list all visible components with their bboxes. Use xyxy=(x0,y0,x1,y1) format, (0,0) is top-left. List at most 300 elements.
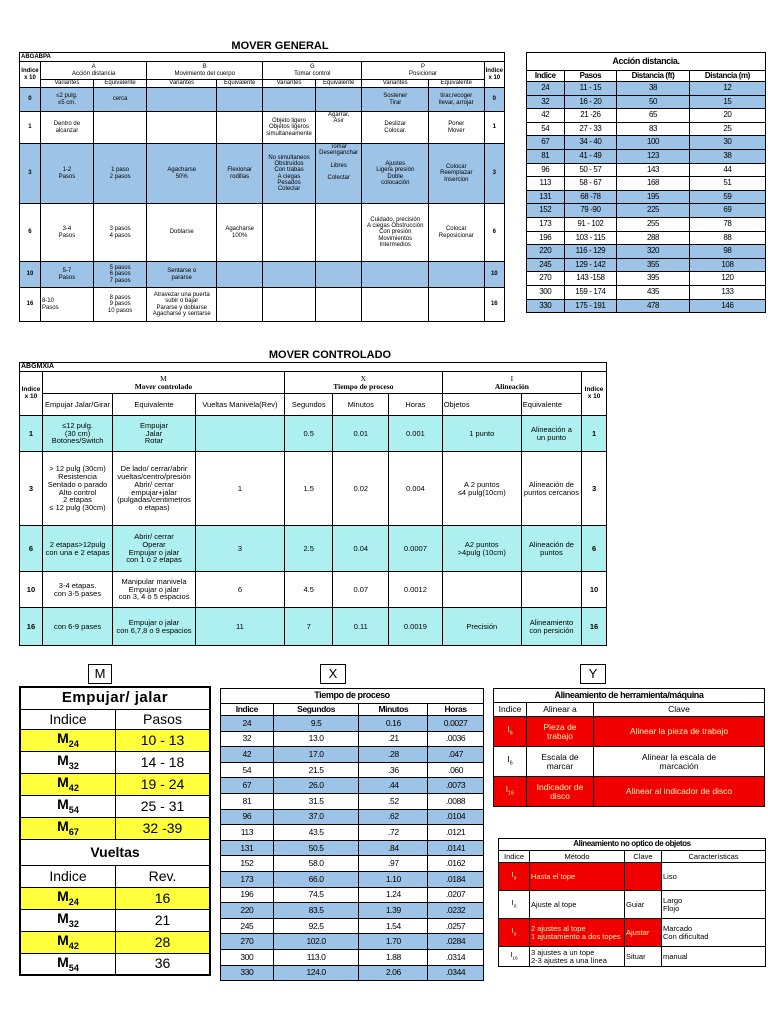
table-row xyxy=(499,919,766,947)
indice-cell: $I_{16}$ xyxy=(494,777,527,807)
pasos-cell: 58 - 67 xyxy=(564,177,617,191)
box-y-letter: Y xyxy=(580,664,606,684)
indice-cell: 96 xyxy=(527,163,565,177)
segundos-cell: 21.5 xyxy=(273,762,359,778)
pasos-cell: 103 - 115 xyxy=(564,231,617,245)
segundos-cell: 31.5 xyxy=(273,793,359,809)
table-row xyxy=(527,163,766,177)
tiempo-proceso-title: Tiempo de proceso xyxy=(221,689,484,704)
mover-general-code: ABGABPA xyxy=(20,53,505,62)
rev-header: Rev. xyxy=(116,865,211,887)
indice-cell: 81 xyxy=(527,149,565,163)
table-row xyxy=(20,887,210,909)
table-row xyxy=(527,231,766,245)
box-x-letter: X xyxy=(320,664,346,684)
g-variantes xyxy=(263,88,316,112)
metodo-cell: 2 ajustes al tope 1 ajustamiento a dos topes xyxy=(530,919,625,947)
pasos-cell: 79 -90 xyxy=(564,204,617,218)
indice-cell: 67 xyxy=(527,136,565,150)
clave-cell: Alinear al indicador de disco xyxy=(594,777,765,807)
table-row xyxy=(494,747,765,777)
distancia-ft-cell: 320 xyxy=(617,245,690,259)
distancia-m-cell: 20 xyxy=(689,109,765,123)
objetos-equivalente-cell: Alineamiento con persición xyxy=(521,608,581,646)
box-m-wrap xyxy=(19,686,211,976)
table-row xyxy=(527,217,766,231)
b-variantes xyxy=(147,112,217,144)
minutos-cell: 1.39 xyxy=(359,903,428,919)
distancia-ft-cell: 288 xyxy=(617,231,690,245)
distancia-ft-cell: 478 xyxy=(617,299,690,313)
objetos-cell xyxy=(442,572,521,608)
indice-cell: 300 xyxy=(221,949,274,965)
row-index: 10 xyxy=(20,262,41,288)
box-x-wrap xyxy=(220,688,484,981)
segundos-cell: 74.5 xyxy=(273,887,359,903)
a-equivalente: 1 paso 2 pasos xyxy=(93,144,146,204)
sub-header: Empujar Jalar/Girar xyxy=(42,394,112,416)
sub-variantes: Variantes xyxy=(362,80,429,88)
segundos-cell: 43.5 xyxy=(273,825,359,841)
value-cell: 36 xyxy=(116,953,211,975)
table-row xyxy=(221,918,484,934)
distancia-m-cell: 98 xyxy=(689,245,765,259)
p-equivalente xyxy=(429,262,485,288)
indice-cell: 220 xyxy=(527,245,565,259)
sub-header: Horas xyxy=(389,394,443,416)
table-row xyxy=(20,817,210,839)
caracteristicas-cell: Largo Flojo xyxy=(662,891,766,919)
indice-cell: $M_{42}$ xyxy=(20,931,116,953)
table-row xyxy=(221,825,484,841)
pasos-cell: 175 - 191 xyxy=(564,299,617,313)
table-row xyxy=(20,953,210,975)
col-x-header: X Tiempo de proceso xyxy=(284,372,442,394)
sub-variantes: Variantes xyxy=(263,80,316,88)
row-index: 3 xyxy=(20,144,41,204)
minutos-cell: .36 xyxy=(359,762,428,778)
table-row xyxy=(221,840,484,856)
table-row xyxy=(499,891,766,919)
metodo-cell: 3 ajustes a un tope 2-3 ajustes a una línea xyxy=(530,947,625,967)
segundos-cell: 13.0 xyxy=(273,731,359,747)
pasos-cell: 143 -158 xyxy=(564,272,617,286)
indice-cell: 220 xyxy=(221,903,274,919)
table-row xyxy=(499,863,766,891)
distancia-ft-cell: 255 xyxy=(617,217,690,231)
distancia-m-cell: 88 xyxy=(689,231,765,245)
indice-cell: 54 xyxy=(221,762,274,778)
value-cell: 25 - 31 xyxy=(116,795,211,817)
caracteristicas-cell: Marcado Con dificultad xyxy=(662,919,766,947)
indice-cell: 300 xyxy=(527,285,565,299)
minutos-cell: 1.10 xyxy=(359,871,428,887)
g-equivalente: Tomar Desenganchar Libres Colectar xyxy=(315,144,362,204)
empujar-cell: 2 etapas>12pulg con una e 2 etapas xyxy=(42,526,112,572)
col-b-header: B Movimiento del cuerpo xyxy=(147,62,263,80)
p-equivalente: Colocar Reemplazar Insercion xyxy=(429,144,485,204)
distancia-m-cell: 25 xyxy=(689,122,765,136)
pasos-cell: 91 - 102 xyxy=(564,217,617,231)
indice-cell: 270 xyxy=(527,272,565,286)
row-index-right: 6 xyxy=(582,526,607,572)
mover-controlado-wrap xyxy=(19,362,607,646)
index-subscript: 54 xyxy=(68,962,79,973)
segundos-cell: 1.5 xyxy=(284,452,332,526)
indice-cell: $M_{24}$ xyxy=(20,887,116,909)
horas-cell: .0162 xyxy=(428,856,484,872)
distancia-ft-cell: 83 xyxy=(617,122,690,136)
index-subscript: 42 xyxy=(68,782,79,793)
indice-cell: 42 xyxy=(221,747,274,763)
column-header: Distancia (ft) xyxy=(617,71,690,82)
segundos-cell: 9.5 xyxy=(273,716,359,732)
g-variantes: No simultaneos Obstruidos Con trabas A ciegas Pesados Colectar xyxy=(263,144,316,204)
empujar-cell: con 6-9 pases xyxy=(42,608,112,646)
row-index-right: 3 xyxy=(582,452,607,526)
distancia-ft-cell: 168 xyxy=(617,177,690,191)
g-equivalente xyxy=(315,204,362,262)
a-variantes: Dentro de alcanzar xyxy=(40,112,93,144)
equivalente-cell: De lado/ cerrar/abrir vueltas/centro/presión Abrir/ cerrar empujar+jalar (pulgadas/centimetros o etapas) xyxy=(113,452,196,526)
indice-cell: 96 xyxy=(221,809,274,825)
g-variantes xyxy=(263,204,316,262)
value-cell: 10 - 13 xyxy=(116,729,211,751)
row-index: 1 xyxy=(20,416,43,452)
distancia-ft-cell: 225 xyxy=(617,204,690,218)
row-index: 6 xyxy=(20,526,43,572)
sub-equivalente: Equivalente xyxy=(93,80,146,88)
table-row xyxy=(221,903,484,919)
sub-equivalente: Equivalente xyxy=(315,80,362,88)
col-m-header: M Mover controlado xyxy=(42,372,284,394)
segundos-cell: 102.0 xyxy=(273,934,359,950)
clave-cell: Situar xyxy=(625,947,662,967)
a-variantes: 1-2 Pasos xyxy=(40,144,93,204)
distancia-m-cell: 108 xyxy=(689,258,765,272)
table-row xyxy=(527,245,766,259)
distancia-m-cell: 38 xyxy=(689,149,765,163)
value-cell: 14 - 18 xyxy=(116,751,211,773)
minutos-cell: 0.07 xyxy=(333,572,389,608)
table-row xyxy=(20,262,505,288)
column-header: Clave xyxy=(594,703,765,717)
g-equivalente xyxy=(315,88,362,112)
segundos-cell: 4.5 xyxy=(284,572,332,608)
vueltas-title: Vueltas xyxy=(20,839,210,865)
b-variantes xyxy=(147,88,217,112)
indice-cell: 173 xyxy=(527,217,565,231)
table-row xyxy=(527,272,766,286)
indice-cell: $M_{42}$ xyxy=(20,773,116,795)
table-row xyxy=(499,947,766,967)
row-index-right: 16 xyxy=(582,608,607,646)
minutos-cell: .62 xyxy=(359,809,428,825)
horas-cell: .0184 xyxy=(428,871,484,887)
column-header: Segundos xyxy=(273,704,359,716)
indice-header: Indice xyxy=(20,709,116,729)
indice-cell: 32 xyxy=(221,731,274,747)
table-row xyxy=(20,931,210,953)
sub-equivalente: Equivalente xyxy=(217,80,263,88)
row-index: 6 xyxy=(20,204,41,262)
minutos-cell: 2.06 xyxy=(359,965,428,981)
segundos-cell: 26.0 xyxy=(273,778,359,794)
horas-cell: .0104 xyxy=(428,809,484,825)
horas-cell: .0344 xyxy=(428,965,484,981)
col-a-header: A Acción distancia xyxy=(40,62,146,80)
indice-cell: $I_0$ xyxy=(499,863,530,891)
a-equivalente: 5 pasos 6 pasos 7 pasos xyxy=(93,262,146,288)
p-variantes: Deslizar Colocar. xyxy=(362,112,429,144)
value-cell: 21 xyxy=(116,909,211,931)
pasos-cell: 116 - 129 xyxy=(564,245,617,259)
minutos-cell: .72 xyxy=(359,825,428,841)
indice-header: Indice x 10 xyxy=(20,372,43,416)
minutos-cell: 1.54 xyxy=(359,918,428,934)
horas-cell: .0036 xyxy=(428,731,484,747)
minutos-cell: 0.01 xyxy=(333,416,389,452)
tiempo-proceso-table xyxy=(220,688,484,981)
p-equivalente xyxy=(429,288,485,322)
p-variantes: Ajustes Ligera presión Doble colocación xyxy=(362,144,429,204)
table-row xyxy=(527,299,766,313)
pasos-cell: 50 - 57 xyxy=(564,163,617,177)
segundos-cell: 2.5 xyxy=(284,526,332,572)
objetos-equivalente-cell: Alineación de puntos xyxy=(521,526,581,572)
indice-cell: 42 xyxy=(527,109,565,123)
objetos-equivalente-cell xyxy=(521,572,581,608)
index-subscript: 54 xyxy=(68,804,79,815)
column-header: Indice xyxy=(221,704,274,716)
table-row xyxy=(221,731,484,747)
table-row xyxy=(527,177,766,191)
index-subscript: 24 xyxy=(68,738,79,749)
table-row xyxy=(20,144,505,204)
distancia-m-cell: 15 xyxy=(689,95,765,109)
pasos-cell: 21 -26 xyxy=(564,109,617,123)
row-index-right: 10 xyxy=(582,572,607,608)
mover-general-table-wrap xyxy=(19,52,505,322)
pasos-cell: 11 - 15 xyxy=(564,82,617,96)
b-equivalente xyxy=(217,88,263,112)
alinear-a-cell: Escala de marcar xyxy=(527,747,594,777)
segundos-cell: 92.5 xyxy=(273,918,359,934)
index-subscript: 67 xyxy=(68,826,79,837)
column-header: Alinear a xyxy=(527,703,594,717)
index-subscript: 16 xyxy=(512,956,518,962)
indice-cell: $I_0$ xyxy=(499,891,530,919)
b-variantes: Atravezar una puerta subir o bajar Pararse y doblarse Agacharse y sentarse xyxy=(147,288,217,322)
distancia-ft-cell: 50 xyxy=(617,95,690,109)
alineamiento-herramienta-table xyxy=(493,688,765,807)
index-subscript: 32 xyxy=(68,918,79,929)
minutos-cell: .44 xyxy=(359,778,428,794)
value-cell: 32 -39 xyxy=(116,817,211,839)
segundos-cell: 0.5 xyxy=(284,416,332,452)
indice-cell: $M_{67}$ xyxy=(20,817,116,839)
index-subscript: 16 xyxy=(508,790,515,797)
horas-cell: .0073 xyxy=(428,778,484,794)
pasos-cell: 27 - 33 xyxy=(564,122,617,136)
table-row xyxy=(221,778,484,794)
column-header: Horas xyxy=(428,704,484,716)
b-equivalente: Agacharse 100% xyxy=(217,204,263,262)
distancia-ft-cell: 100 xyxy=(617,136,690,150)
column-header: Indice xyxy=(494,703,527,717)
indice-cell: 152 xyxy=(221,856,274,872)
pasos-cell: 129 - 142 xyxy=(564,258,617,272)
alinear-a-cell: Pieza de trabajo xyxy=(527,717,594,747)
row-index-right: 1 xyxy=(582,416,607,452)
pasos-cell: 159 - 174 xyxy=(564,285,617,299)
empujar-cell: > 12 pulg (30cm) Resistencia Sentado o parado Alto control 2 etapas ≤ 12 pulg (30cm) xyxy=(42,452,112,526)
sub-header: Objetos xyxy=(442,394,521,416)
p-equivalente: Colocar Reposicionar xyxy=(429,204,485,262)
index-subscript: 42 xyxy=(68,940,79,951)
g-variantes xyxy=(263,262,316,288)
table-row xyxy=(527,149,766,163)
g-equivalente xyxy=(315,262,362,288)
a-equivalente: cerca xyxy=(93,88,146,112)
mover-general-title: MOVER GENERAL xyxy=(231,40,329,52)
table-row xyxy=(494,777,765,807)
column-header: Pasos xyxy=(564,71,617,82)
p-equivalente: tirar,recoger llevar, arrojar xyxy=(429,88,485,112)
p-variantes: Cuidado, precisión A ciegas Obstrucción Con presión Movimientos Intermedios xyxy=(362,204,429,262)
table-row xyxy=(20,572,607,608)
row-index-right: 0 xyxy=(484,88,504,112)
minutos-cell: 1.88 xyxy=(359,949,428,965)
caracteristicas-cell: manual xyxy=(662,947,766,967)
indice-cell: 196 xyxy=(527,231,565,245)
segundos-cell: 7 xyxy=(284,608,332,646)
table-row xyxy=(527,204,766,218)
column-header: Minutos xyxy=(359,704,428,716)
col-g-header: G Tomar control xyxy=(263,62,362,80)
row-index-right: 16 xyxy=(484,288,504,322)
indice-cell: $M_{54}$ xyxy=(20,953,116,975)
distancia-m-cell: 146 xyxy=(689,299,765,313)
segundos-cell: 66.0 xyxy=(273,871,359,887)
distancia-m-cell: 30 xyxy=(689,136,765,150)
alinear-a-cell: Indicador de disco xyxy=(527,777,594,807)
alineamiento-no-optico-title: Alineamiento no optico de objetos xyxy=(499,839,766,851)
sub-variantes: Variantes xyxy=(40,80,93,88)
col-p-header: P Posicionar xyxy=(362,62,484,80)
index-subscript: 32 xyxy=(68,760,79,771)
g-equivalente: Agarrar, Asir xyxy=(315,112,362,144)
sub-variantes: Variantes xyxy=(147,80,217,88)
index-subscript: 0 xyxy=(513,904,517,910)
row-index-right: 10 xyxy=(484,262,504,288)
a-variantes: 3-4 Pasos xyxy=(40,204,93,262)
b-variantes: Doblarse xyxy=(147,204,217,262)
sub-equivalente: Equivalente xyxy=(429,80,485,88)
minutos-cell: 0.16 xyxy=(359,716,428,732)
minutos-cell: 1.70 xyxy=(359,934,428,950)
distancia-ft-cell: 395 xyxy=(617,272,690,286)
equivalente-cell: Abrir/ cerrar Operar Empujar o jalar con 1 o 2 etapas xyxy=(113,526,196,572)
table-row xyxy=(221,762,484,778)
indice-cell: 54 xyxy=(527,122,565,136)
equivalente-cell: Empujar o jalar con 6,7,8 o 9 espacios xyxy=(113,608,196,646)
table-row xyxy=(221,887,484,903)
clave-cell xyxy=(625,863,662,891)
index-subscript: 6 xyxy=(513,932,517,938)
indice-cell: $I_6$ xyxy=(494,747,527,777)
g-equivalente xyxy=(315,288,362,322)
table-row xyxy=(20,909,210,931)
indice-cell: $I_6$ xyxy=(499,919,530,947)
row-index-right: 1 xyxy=(484,112,504,144)
accion-distancia-title: Acción distancia. xyxy=(527,53,766,71)
mover-controlado-code: ABGMXIA xyxy=(20,363,607,372)
horas-cell: 0.0019 xyxy=(389,608,443,646)
pasos-header: Pasos xyxy=(116,709,211,729)
objetos-cell: 1 punto xyxy=(442,416,521,452)
indice-cell: 113 xyxy=(221,825,274,841)
table-row xyxy=(527,258,766,272)
distancia-ft-cell: 435 xyxy=(617,285,690,299)
segundos-cell: 17.0 xyxy=(273,747,359,763)
table-row xyxy=(527,136,766,150)
distancia-m-cell: 120 xyxy=(689,272,765,286)
minutos-cell: 0.11 xyxy=(333,608,389,646)
table-row xyxy=(20,729,210,751)
indice-cell: 24 xyxy=(221,716,274,732)
objetos-cell: A2 puntos >4pulg (10cm) xyxy=(442,526,521,572)
indice-cell: 131 xyxy=(221,840,274,856)
table-row xyxy=(20,773,210,795)
row-index: 16 xyxy=(20,608,43,646)
g-variantes: Objeto ligero Objetos ligeros simultaneamente xyxy=(263,112,316,144)
clave-cell: Guiar xyxy=(625,891,662,919)
table-row xyxy=(527,109,766,123)
indice-cell: 67 xyxy=(221,778,274,794)
empujar-jalar-table xyxy=(19,686,211,976)
indice-cell: 270 xyxy=(221,934,274,950)
sub-header: Minutos xyxy=(333,394,389,416)
horas-cell: .0141 xyxy=(428,840,484,856)
indice-cell: $I_{16}$ xyxy=(499,947,530,967)
table-row xyxy=(221,965,484,981)
table-row xyxy=(527,285,766,299)
clave-cell: Ajustar xyxy=(625,919,662,947)
b-variantes: Agacharse 50% xyxy=(147,144,217,204)
box-y-wrap xyxy=(493,688,765,807)
indice-cell: 152 xyxy=(527,204,565,218)
table-row xyxy=(527,122,766,136)
distancia-m-cell: 78 xyxy=(689,217,765,231)
metodo-cell: Ajuste al tope xyxy=(530,891,625,919)
minutos-cell: 0.02 xyxy=(333,452,389,526)
vueltas-cell: 11 xyxy=(195,608,284,646)
column-header: Método xyxy=(530,851,625,863)
table-row xyxy=(20,452,607,526)
a-variantes: 5-7 Pasos xyxy=(40,262,93,288)
table-row xyxy=(221,934,484,950)
minutos-cell: .97 xyxy=(359,856,428,872)
row-index: 16 xyxy=(20,288,41,322)
horas-cell: 0.0007 xyxy=(389,526,443,572)
table-row xyxy=(221,716,484,732)
table-row xyxy=(20,526,607,572)
table-row xyxy=(221,871,484,887)
table-row xyxy=(221,747,484,763)
accion-distancia-wrap xyxy=(526,52,766,313)
table-row xyxy=(20,88,505,112)
